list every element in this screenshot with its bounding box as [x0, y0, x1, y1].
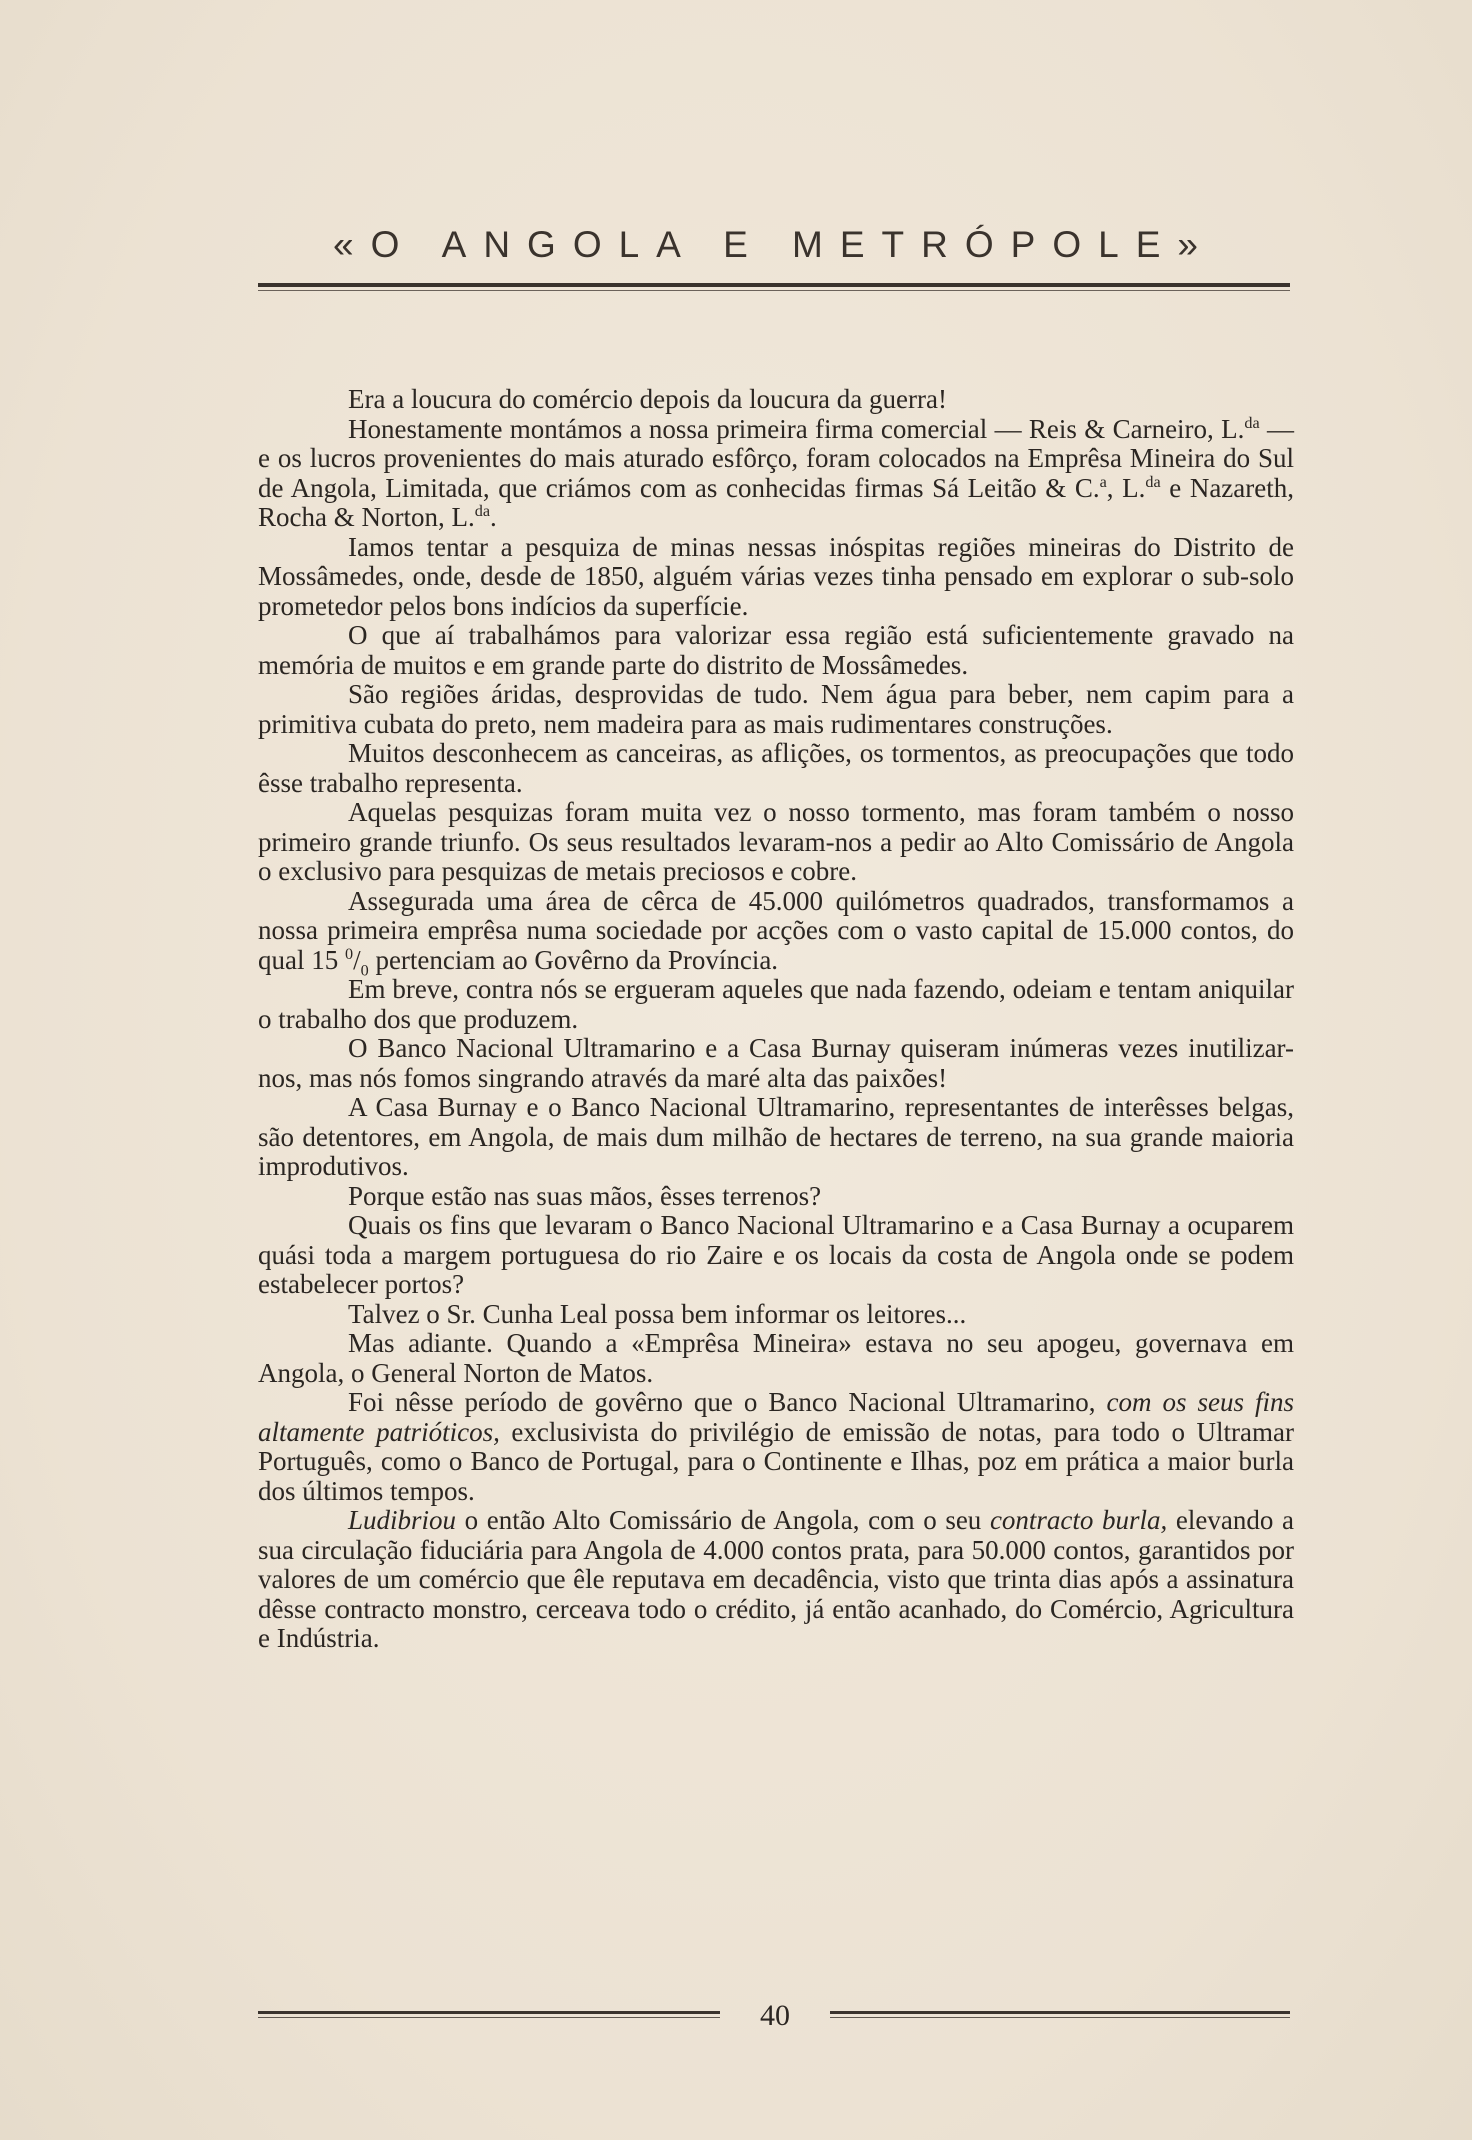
paragraph-16 — [258, 1388, 1294, 1506]
percent-subscript: 0 — [360, 960, 369, 979]
text-run: Aquelas pesquizas foram muita vez o nosso tormento, mas foram também o nosso primeiro grande triunfo. Os seus resultados levaram-nos a pedir ao Alto Comissário de Angola o exclusivo para pesquizas de metais preciosos e cobre. — [258, 797, 1294, 886]
text-run: O Banco Nacional Ultramarino e a Casa Burnay quiseram inúmeras vezes inutilizar-nos, mas nós fomos singrando através da maré alta das paixões! — [258, 1033, 1294, 1093]
paragraph-9 — [258, 975, 1294, 1034]
paragraph-3 — [258, 533, 1294, 622]
footer-rule-left-thin — [258, 2017, 720, 2018]
text-run: Muitos desconhecem as canceiras, as aflições, os tormentos, as preocupações que todo êsse trabalho representa. — [258, 738, 1294, 798]
text-run: Mas adiante. Quando a «Emprêsa Mineira» estava no seu apogeu, governava em Angola, o General Norton de Matos. — [258, 1328, 1294, 1388]
paragraph-14 — [258, 1300, 1294, 1330]
italic-run: com os seus fins altamente patrióticos, — [258, 1387, 1294, 1447]
italic-run: contracto burla, — [989, 1505, 1168, 1535]
text-run: e Nazareth, Rocha & Norton, L. — [258, 472, 1294, 532]
text-run: exclusivista do privilégio de emissão de notas, para todo o Ultramar Português, como o Banco de Portugal, para o Continente e Ilhas, poz em prática a maior burla dos últimos tempos. — [258, 1416, 1294, 1506]
text-run: Assegurada uma área de cêrca de 45.000 quilómetros quadrados, transformamos a nossa primeira emprêsa numa sociedade por acções com o vasto capital de 15.000 contos, do qual 15 — [258, 885, 1294, 975]
text-run: Iamos tentar a pesquiza de minas nessas inóspitas regiões mineiras do Distrito de Mossâmedes, onde, desde de 1850, alguém várias vezes tinha pensado em explorar o sub-solo prometedor pelos bons indícios da superfície. — [258, 531, 1294, 621]
running-header-title: «O ANGOLA E METRÓPOLE» — [333, 224, 1215, 265]
text-run: — e os lucros provenientes do mais aturado esfôrço, foram colocados na Emprêsa Mineira do Sul de Angola, Limitada, que criámos com as conhecidas firmas Sá Leitão & C. — [258, 413, 1294, 503]
paragraph-7 — [258, 798, 1294, 887]
text-run: o então Alto Comissário de Angola, com o seu — [456, 1505, 990, 1535]
text-run: . — [490, 502, 497, 532]
paragraph-15 — [258, 1329, 1294, 1388]
paragraph-12 — [258, 1182, 1294, 1212]
text-run: A Casa Burnay e o Banco Nacional Ultramarino, representantes de interêsses belgas, são detentores, em Angola, de mais dum milhão de hectares de terreno, na sua grande maioria improdutivos. — [258, 1092, 1294, 1181]
text-run: Talvez o Sr. Cunha Leal possa bem informar os leitores... — [348, 1298, 967, 1329]
header-rule-thin — [258, 290, 1290, 291]
footer-rule-left — [258, 2011, 720, 2020]
header-rule — [258, 283, 1290, 293]
text-run: , L. — [1106, 472, 1146, 503]
header-rule-thick — [258, 283, 1290, 287]
paragraph-6 — [258, 739, 1294, 798]
paragraph-10 — [258, 1034, 1294, 1093]
paragraph-2 — [258, 415, 1294, 533]
superscript: da — [1145, 472, 1161, 491]
text-run: Porque estão nas suas mãos, êsses terrenos? — [348, 1180, 822, 1211]
text-run: Foi nêsse período de govêrno que o Banco Nacional Ultramarino, — [348, 1387, 1107, 1417]
text-run: elevando a sua circulação fiduciária para Angola de 4.000 contos prata, para 50.000 contos, garantidos por valores de um comércio que êle reputava em decadência, visto que trinta dias após a assinatura dêsse contracto monstro, cerceava todo o crédito, já então acanhado, do Comércio, Agricultura e Indústria. — [258, 1505, 1294, 1653]
paragraph-4 — [258, 621, 1294, 680]
italic-run: Ludibriou — [348, 1505, 457, 1535]
footer-rule-right-thin — [830, 2017, 1290, 2018]
page-footer — [258, 1998, 1290, 2038]
paragraph-17 — [258, 1506, 1294, 1654]
text-run: São regiões áridas, desprovidas de tudo. Nem água para beber, nem capim para a primitiva cubata do preto, nem madeira para as mais rudimentares construções. — [258, 679, 1294, 739]
paragraph-13 — [258, 1211, 1294, 1300]
text-run: Era a loucura do comércio depois da loucura da guerra! — [348, 384, 947, 414]
superscript: da — [474, 502, 490, 520]
footer-rule-left-thick — [258, 2011, 720, 2014]
text-run: Em breve, contra nós se ergueram aqueles que nada fazendo, odeiam e tentam aniquilar o trabalho dos que produzem. — [258, 974, 1294, 1034]
page-number: 40 — [760, 1999, 790, 2032]
text-run: Quais os fins que levaram o Banco Nacional Ultramarino e a Casa Burnay a ocuparem quási toda a margem portuguesa do rio Zaire e os locais da costa de Angola onde se podem estabelecer portos? — [258, 1210, 1294, 1299]
text-run: pertenciam ao Govêrno da Província. — [368, 944, 779, 975]
footer-rule-right-thick — [830, 2011, 1290, 2014]
paragraph-11 — [258, 1093, 1294, 1182]
percent-superscript: 0 — [345, 944, 354, 963]
footer-rule-right — [830, 2011, 1290, 2020]
superscript: da — [1244, 413, 1260, 432]
paragraph-8 — [258, 885, 1294, 979]
paragraph-5 — [258, 680, 1294, 739]
text-run: Honestamente montámos a nossa primeira firma comercial — Reis & Carneiro, L. — [348, 413, 1245, 444]
paragraph-1 — [258, 385, 1294, 415]
superscript: a — [1099, 472, 1107, 491]
text-run: O que aí trabalhámos para valorizar essa região está suficientemente gravado na memória de muitos e em grande parte do distrito de Mossâmedes. — [258, 620, 1294, 680]
percent-slash: / — [353, 944, 361, 975]
body-text — [258, 385, 1294, 1654]
